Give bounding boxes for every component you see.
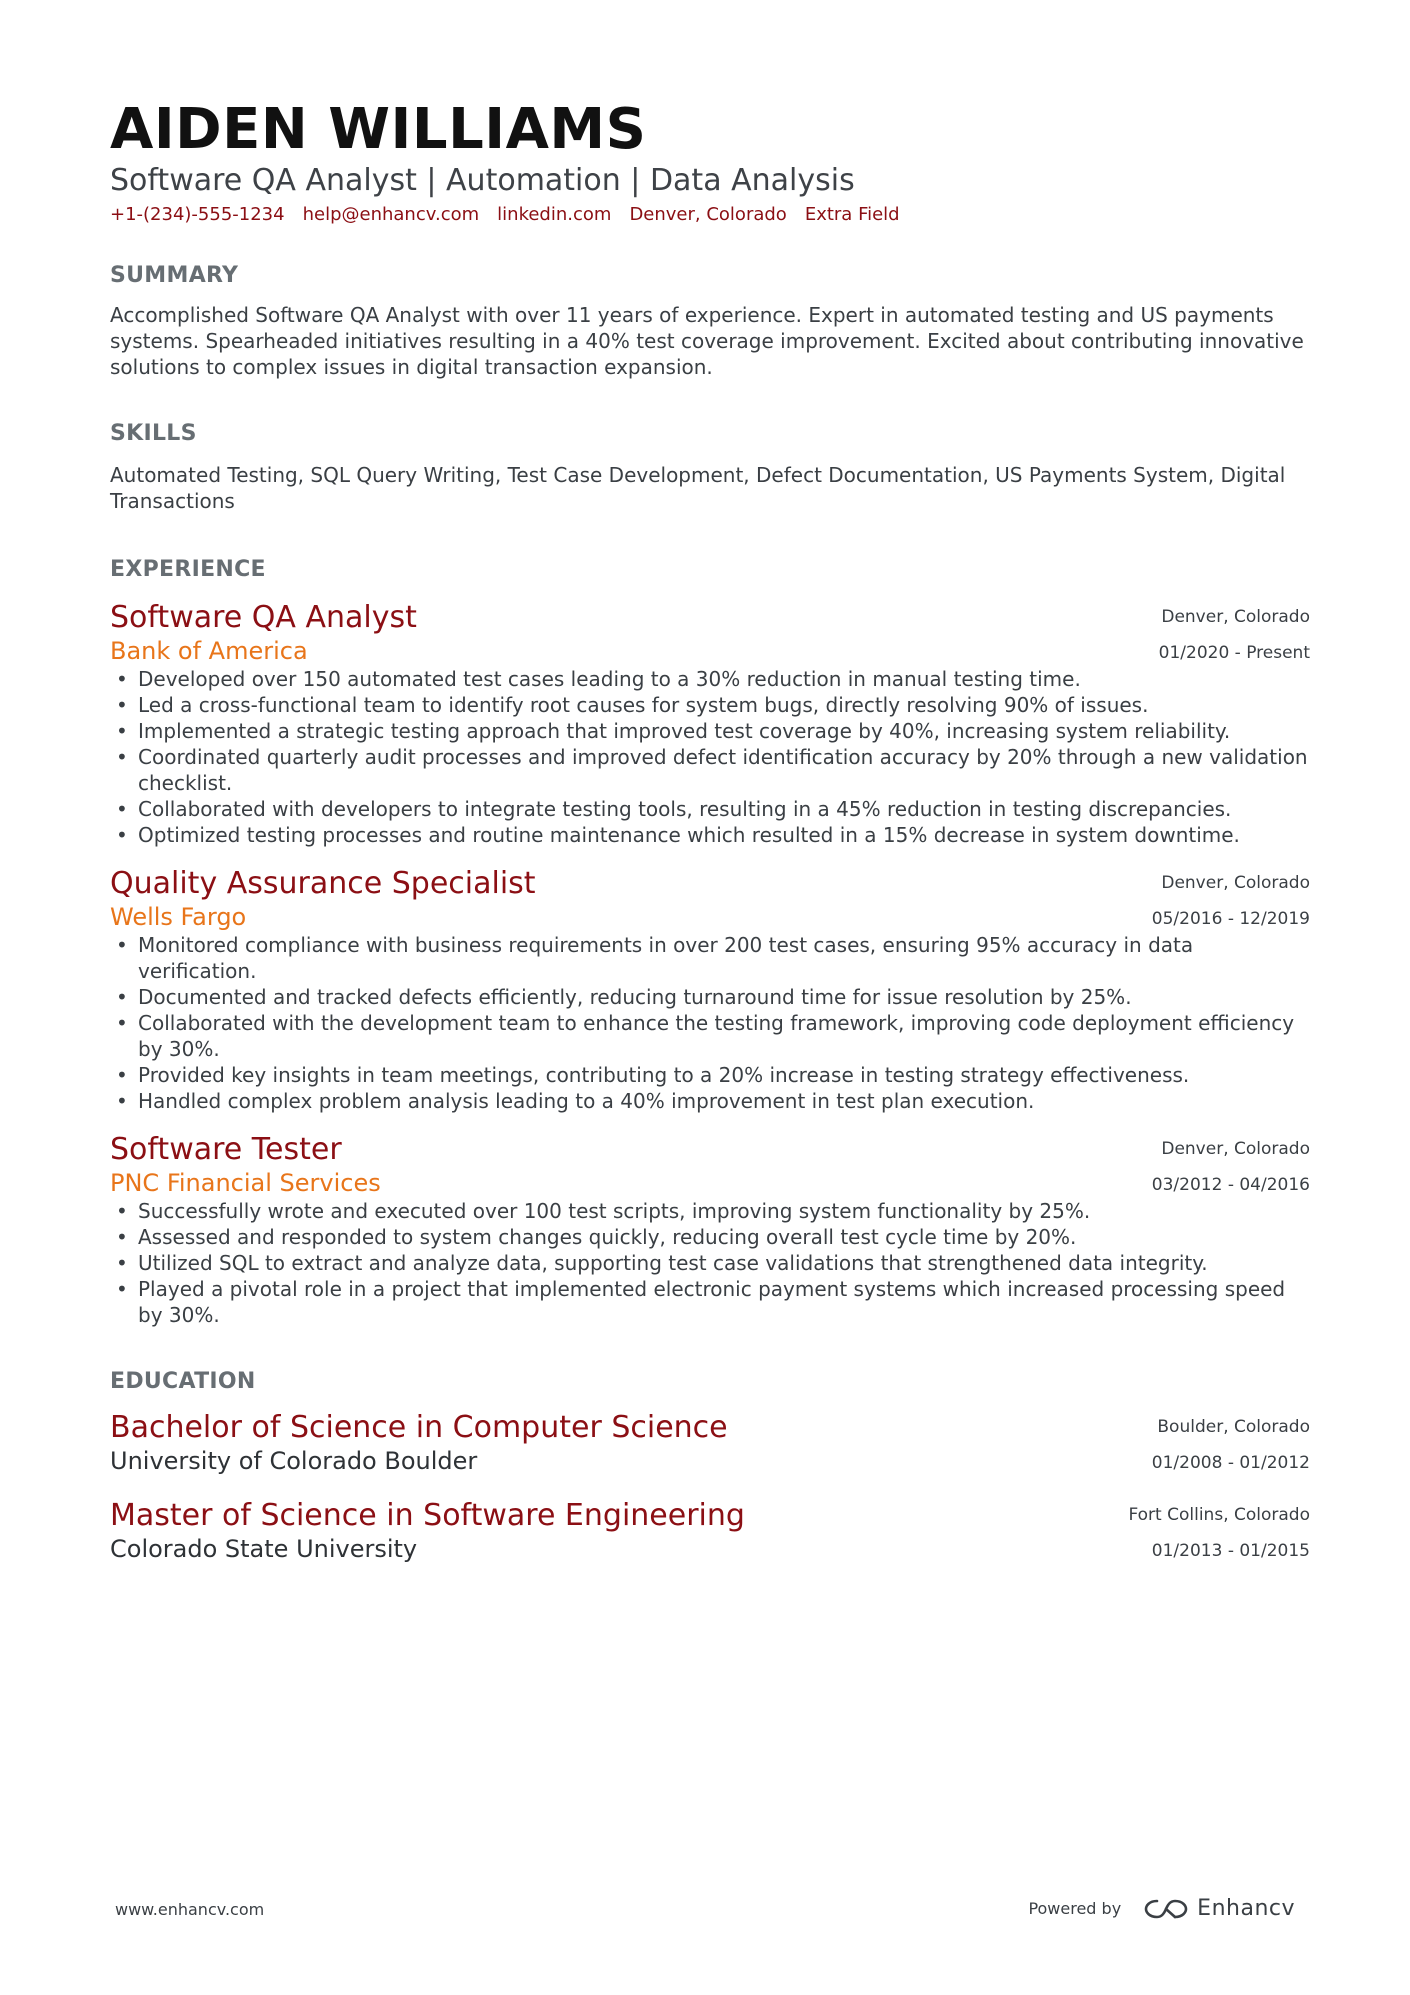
page-footer bbox=[115, 1896, 1295, 1926]
experience-heading: EXPERIENCE bbox=[110, 557, 266, 582]
education-dates: 01/2008 - 01/2012 bbox=[1151, 1453, 1310, 1473]
experience-item-header bbox=[110, 600, 1310, 666]
skills-text: Automated Testing, SQL Query Writing, Test Case Development, Defect Documentation, US Payments System, Digital Transactions bbox=[110, 463, 1286, 513]
footer-branding bbox=[1028, 1896, 1295, 1921]
education-location: Boulder, Colorado bbox=[1157, 1417, 1310, 1437]
education-item bbox=[110, 1498, 1310, 1564]
education-item-header bbox=[110, 1410, 1310, 1476]
job-bullet: • Collaborated with the development team to enhance the testing framework, improving code deployment efficiency by 30%. bbox=[110, 1010, 1310, 1062]
job-bullet: • Successfully wrote and executed over 100 test scripts, improving system functionality by 25%. bbox=[110, 1198, 1310, 1224]
resume-page bbox=[110, 98, 1310, 1564]
job-company: Wells Fargo bbox=[110, 903, 247, 931]
footer-website-link[interactable]: www.enhancv.com bbox=[115, 1900, 265, 1919]
contact-email[interactable]: help@enhancv.com bbox=[302, 204, 480, 225]
education-item-header bbox=[110, 1498, 1310, 1564]
enhancv-brand-name: Enhancv bbox=[1197, 1896, 1295, 1921]
education-dates: 01/2013 - 01/2015 bbox=[1151, 1541, 1310, 1561]
job-title: Software QA Analyst bbox=[110, 600, 417, 635]
education-item bbox=[110, 1410, 1310, 1476]
job-bullet: • Provided key insights in team meetings, contributing to a 20% increase in testing strategy effectiveness. bbox=[110, 1062, 1310, 1088]
job-bullet-list bbox=[110, 666, 1310, 848]
degree-title: Bachelor of Science in Computer Science bbox=[110, 1410, 728, 1445]
job-location: Denver, Colorado bbox=[1161, 607, 1310, 627]
summary-text: Accomplished Software QA Analyst with over 11 years of experience. Expert in automated testing and US payments systems. Spearheaded initiatives resulting in a 40% test coverage improvement. Excited about contributing innovative solutions to complex issues in digital transaction expansion. bbox=[110, 303, 1304, 379]
education-location: Fort Collins, Colorado bbox=[1128, 1505, 1310, 1525]
experience-item bbox=[110, 866, 1310, 1114]
job-bullet: • Played a pivotal role in a project that implemented electronic payment systems which increased processing speed by 30%. bbox=[110, 1276, 1310, 1328]
job-location: Denver, Colorado bbox=[1161, 1139, 1310, 1159]
job-bullet: • Assessed and responded to system changes quickly, reducing overall test cycle time by 20%. bbox=[110, 1224, 1310, 1250]
job-dates: 05/2016 - 12/2019 bbox=[1151, 909, 1310, 929]
contact-location: Denver, Colorado bbox=[629, 204, 787, 225]
enhancv-brand[interactable] bbox=[1143, 1896, 1295, 1921]
experience-item bbox=[110, 1132, 1310, 1328]
job-bullet: • Collaborated with developers to integrate testing tools, resulting in a 45% reduction in testing discrepancies. bbox=[110, 796, 1310, 822]
degree-title: Master of Science in Software Engineering bbox=[110, 1498, 745, 1533]
school-name: University of Colorado Boulder bbox=[110, 1447, 478, 1475]
job-bullet: • Implemented a strategic testing approach that improved test coverage by 40%, increasing system reliability. bbox=[110, 718, 1310, 744]
job-bullet: • Led a cross-functional team to identify root causes for system bugs, directly resolving 90% of issues. bbox=[110, 692, 1310, 718]
contact-phone[interactable]: +1-(234)-555-1234 bbox=[110, 204, 285, 225]
school-name: Colorado State University bbox=[110, 1535, 418, 1563]
contact-extra-field: Extra Field bbox=[804, 204, 900, 225]
job-title: Software Tester bbox=[110, 1132, 342, 1167]
contact-bar bbox=[110, 202, 1310, 228]
job-bullet-list bbox=[110, 1198, 1310, 1328]
candidate-name: AIDEN WILLIAMS bbox=[110, 97, 647, 162]
job-bullet: • Utilized SQL to extract and analyze data, supporting test case validations that strengthened data integrity. bbox=[110, 1250, 1310, 1276]
powered-by-label: Powered by bbox=[1028, 1899, 1122, 1918]
education-heading: EDUCATION bbox=[110, 1369, 256, 1394]
experience-item-header bbox=[110, 866, 1310, 932]
skills-heading: SKILLS bbox=[110, 421, 197, 446]
experience-item-header bbox=[110, 1132, 1310, 1198]
job-bullet: • Monitored compliance with business requirements in over 200 test cases, ensuring 95% accuracy in data verification. bbox=[110, 932, 1310, 984]
job-bullet: • Coordinated quarterly audit processes and improved defect identification accuracy by 20% through a new validation checklist. bbox=[110, 744, 1310, 796]
job-dates: 01/2020 - Present bbox=[1158, 643, 1310, 663]
contact-linkedin[interactable]: linkedin.com bbox=[497, 204, 612, 225]
job-bullet-list bbox=[110, 932, 1310, 1114]
summary-heading: SUMMARY bbox=[110, 263, 239, 288]
job-bullet: • Optimized testing processes and routine maintenance which resulted in a 15% decrease in system downtime. bbox=[110, 822, 1310, 848]
job-bullet: • Developed over 150 automated test cases leading to a 30% reduction in manual testing time. bbox=[110, 666, 1310, 692]
job-bullet: • Handled complex problem analysis leading to a 40% improvement in test plan execution. bbox=[110, 1088, 1310, 1114]
candidate-tagline: Software QA Analyst | Automation | Data Analysis bbox=[110, 163, 855, 198]
job-bullet: • Documented and tracked defects efficiently, reducing turnaround time for issue resolution by 25%. bbox=[110, 984, 1310, 1010]
job-dates: 03/2012 - 04/2016 bbox=[1151, 1175, 1310, 1195]
experience-item bbox=[110, 600, 1310, 848]
enhancv-logo-icon bbox=[1143, 1897, 1189, 1921]
job-title: Quality Assurance Specialist bbox=[110, 866, 536, 901]
job-company: PNC Financial Services bbox=[110, 1169, 381, 1197]
job-company: Bank of America bbox=[110, 637, 308, 665]
job-location: Denver, Colorado bbox=[1161, 873, 1310, 893]
